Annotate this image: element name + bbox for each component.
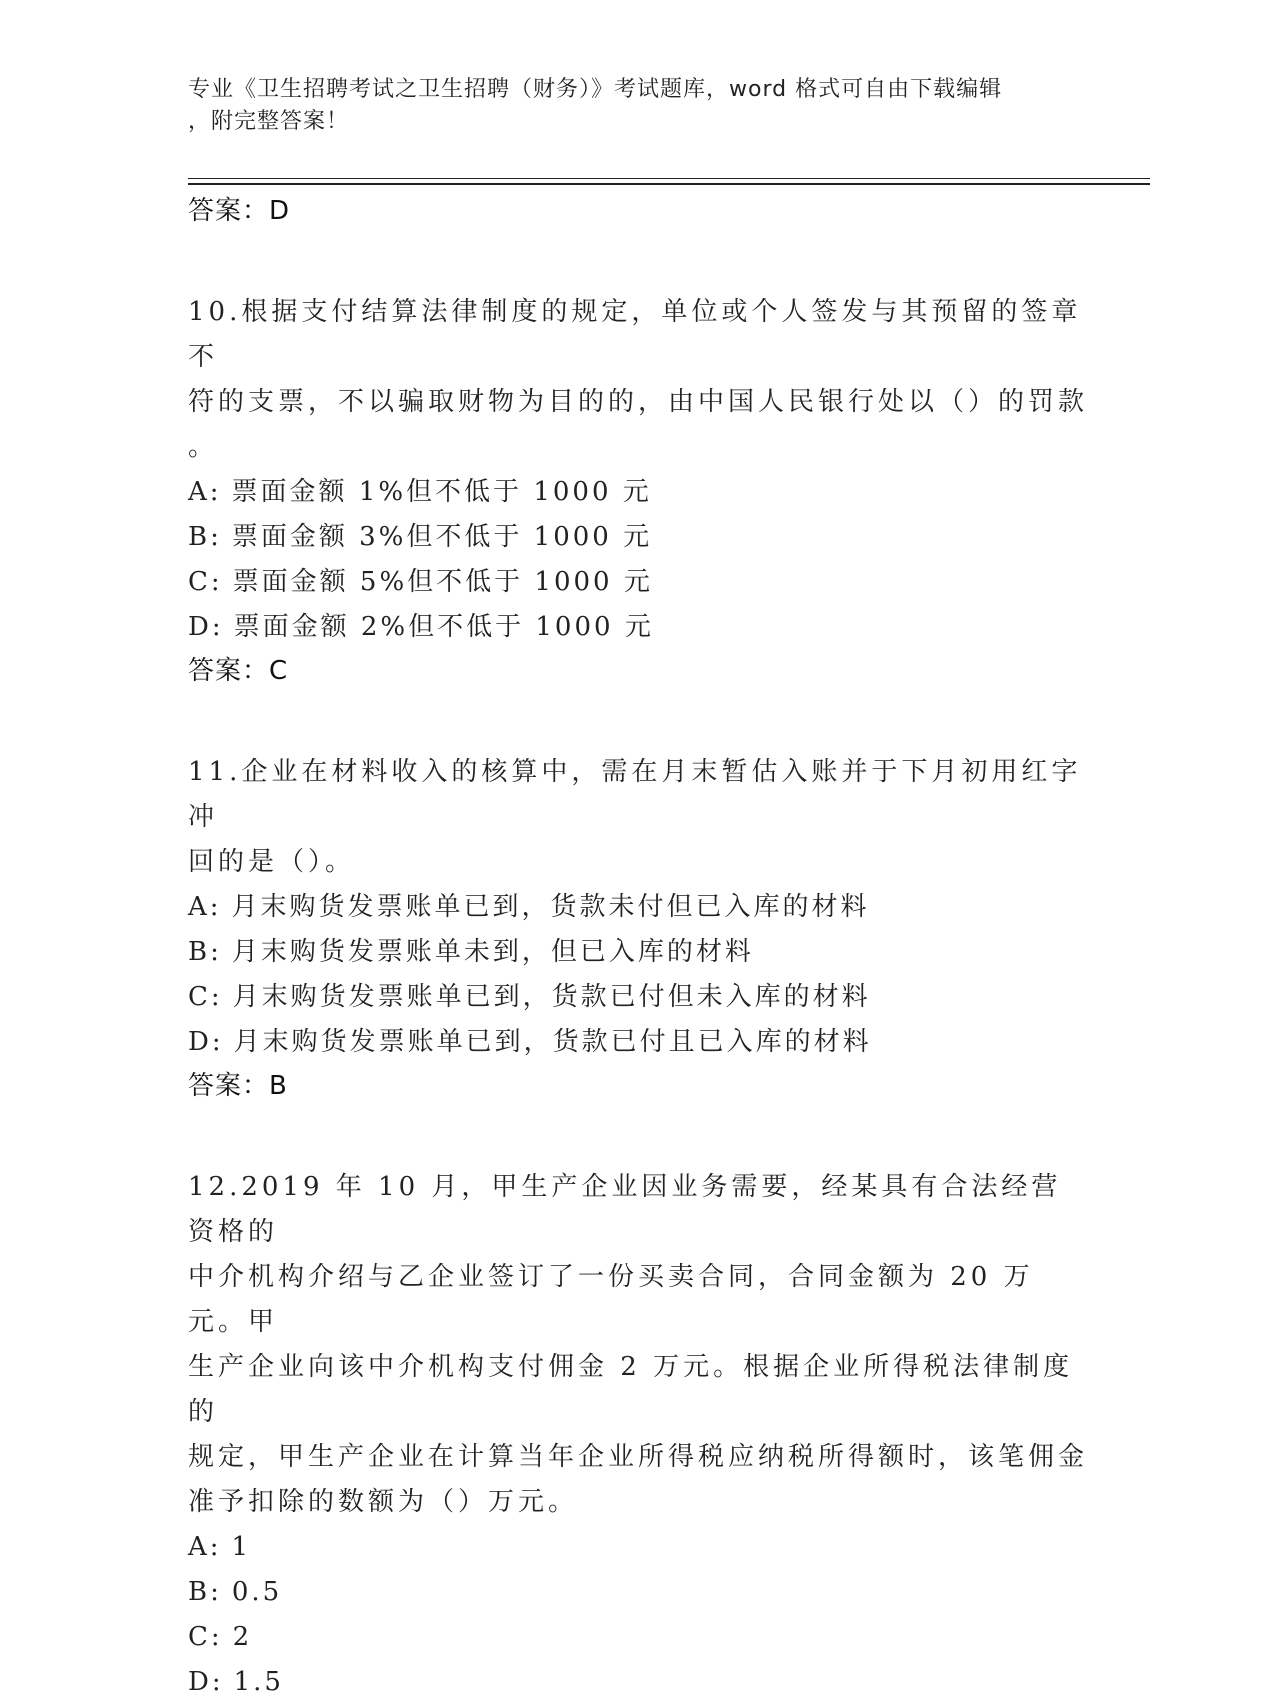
header-line-2: ，附完整答案！ — [188, 109, 350, 134]
previous-answer: 答案：D — [188, 196, 291, 226]
option-key: A: — [188, 477, 222, 507]
question-stem-line: 生产企业向该中介机构支付佣金 2 万元。根据企业所得税法律制度的 — [188, 1352, 1074, 1427]
option-text: 1.5 — [233, 1667, 284, 1697]
header-divider-thin — [188, 178, 1150, 179]
question-11 — [188, 750, 1088, 1107]
question-stem-line: 12.2019 年 10 月，甲生产企业因业务需要，经某具有合法经营资格的 — [188, 1172, 1062, 1247]
option-d — [188, 605, 1088, 650]
option-key: C: — [188, 982, 223, 1012]
option-key: D: — [188, 1027, 224, 1057]
option-c — [188, 975, 1088, 1020]
answer-line: 答案：C — [188, 656, 289, 686]
question-10 — [188, 290, 1088, 692]
option-a — [188, 470, 1088, 515]
option-key: B: — [188, 522, 222, 552]
question-stem-line: 符的支票，不以骗取财物为目的的，由中国人民银行处以（）的罚款 — [188, 387, 1089, 417]
question-stem-line: 11.企业在材料收入的核算中，需在月末暂估入账并于下月初用红字冲 — [188, 757, 1082, 832]
header-divider-thick — [188, 183, 1150, 185]
option-b — [188, 930, 1088, 975]
option-a — [188, 885, 1088, 930]
option-text: 月末购货发票账单未到，但已入库的材料 — [231, 937, 754, 967]
option-key: D: — [188, 1667, 224, 1697]
option-b — [188, 1570, 1088, 1615]
question-stem-line: 10.根据支付结算法律制度的规定，单位或个人签发与其预留的签章不 — [188, 297, 1082, 372]
question-stem-line: 回的是（）。 — [188, 847, 356, 877]
option-text: 票面金额 5%但不低于 1000 元 — [232, 567, 653, 597]
option-text: 票面金额 3%但不低于 1000 元 — [231, 522, 653, 552]
option-text: 月末购货发票账单已到，货款已付且已入库的材料 — [233, 1027, 872, 1057]
option-key: D: — [188, 612, 224, 642]
option-text: 票面金额 1%但不低于 1000 元 — [231, 477, 652, 507]
header-line-1: 专业《卫生招聘考试之卫生招聘（财务）》考试题库，word 格式可自由下载编辑 — [188, 77, 1003, 102]
option-key: A: — [188, 1532, 222, 1562]
option-text: 票面金额 2%但不低于 1000 元 — [233, 612, 654, 642]
option-key: C: — [188, 567, 223, 597]
option-key: A: — [188, 892, 222, 922]
option-d — [188, 1660, 1088, 1705]
option-key: B: — [188, 1577, 222, 1607]
question-stem-line: 规定，甲生产企业在计算当年企业所得税应纳税所得额时，该笔佣金 — [188, 1442, 1089, 1472]
option-d — [188, 1020, 1088, 1065]
option-key: C: — [188, 1622, 223, 1652]
document-header — [188, 74, 1078, 138]
document-body — [188, 190, 1088, 1705]
option-text: 1 — [231, 1532, 252, 1562]
option-text: 月末购货发票账单已到，货款未付但已入库的材料 — [231, 892, 870, 922]
option-a — [188, 1525, 1088, 1570]
option-c — [188, 1615, 1088, 1660]
option-c — [188, 560, 1088, 605]
question-stem-line: 准予扣除的数额为（）万元。 — [188, 1487, 579, 1517]
answer-line: 答案：B — [188, 1071, 288, 1101]
option-text: 0.5 — [231, 1577, 283, 1607]
question-stem-line: 。 — [188, 432, 219, 462]
option-key: B: — [188, 937, 222, 967]
option-text: 月末购货发票账单已到，货款已付但未入库的材料 — [232, 982, 871, 1012]
question-12 — [188, 1165, 1088, 1705]
option-b — [188, 515, 1088, 560]
question-stem-line: 中介机构介绍与乙企业签订了一份买卖合同，合同金额为 20 万元。甲 — [188, 1262, 1034, 1337]
option-text: 2 — [232, 1622, 253, 1652]
